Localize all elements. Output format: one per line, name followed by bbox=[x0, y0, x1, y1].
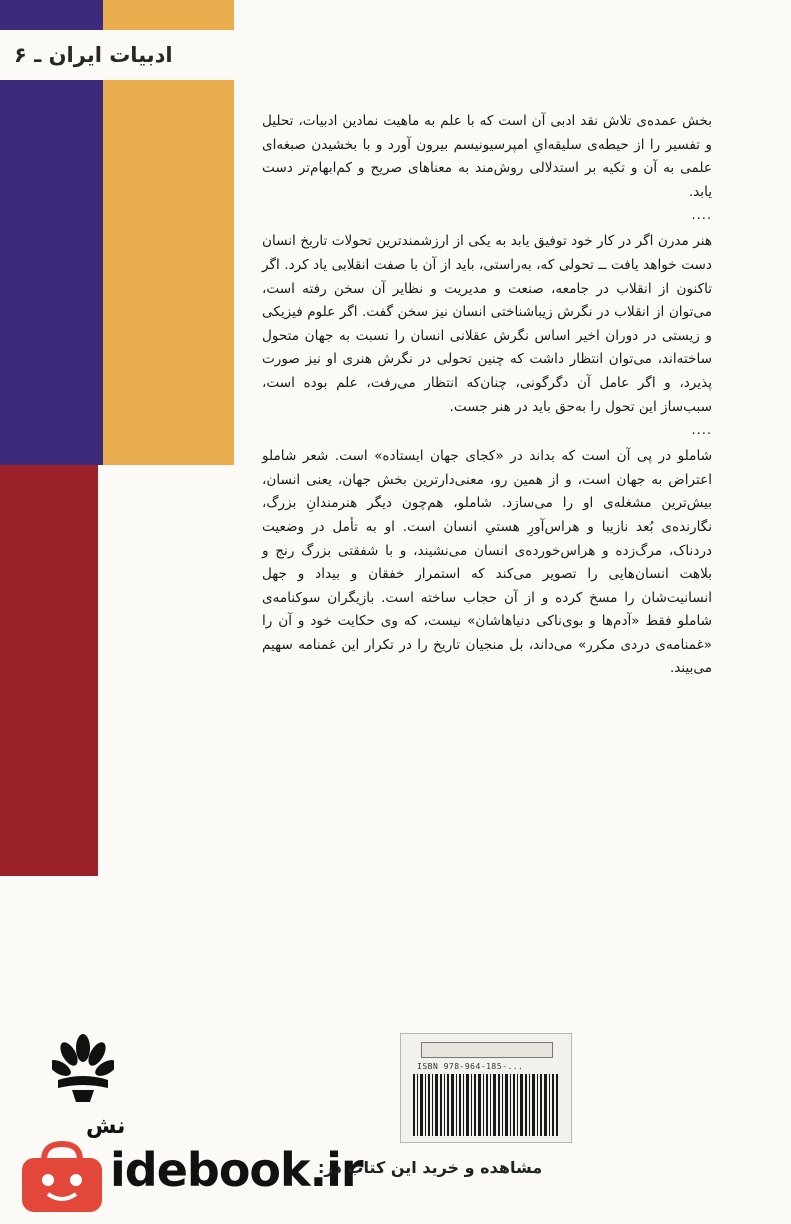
paragraph-separator: .... bbox=[691, 208, 712, 224]
purple-color-block bbox=[0, 80, 103, 465]
isbn-text: ISBN 978-964-185-... bbox=[417, 1062, 524, 1071]
shopping-bag-icon[interactable] bbox=[14, 1140, 110, 1216]
publisher-logo-icon bbox=[52, 1032, 114, 1106]
back-cover-text bbox=[262, 110, 712, 681]
watermark-caption: مشاهده و خرید این کتاب در: bbox=[318, 1158, 543, 1177]
series-title: ادبیات ایران ـ ۶ bbox=[14, 43, 173, 67]
paragraph-shamlou: شاملو در پی آن است که بداند در «کجای جهان ایستاده» است. شعر شاملو اعتراض به جهان است، و از همین رو، معنی‌دارترین بخش جهان، یعنی انسان، بیش‌ترین مشغله‌ی او را می‌سازد. شاملو، هم‌چون دیگر هنرمندانِ بزرگ، نگارنده‌ی بُعد نازیبا و هراس‌آورِ هستیِ انسان است. او به تأمل در وضعیت دردناک، مرگ‌زده و هراس‌خورده‌ی انسان می‌نشیند، و با شفقتی بزرگ رنج و بلاهت انسان‌هایی را تصویر می‌کند که استمرار خفقان و بیداد و جهل انسانیت‌شان را مسخ کرده و از آن حجاب ساخته است. بازیگران سوکنامه‌ی شاملو فقط «آدم‌ها و بوی‌ناکی دنیاهاشان» نیست، که وی حکایت خود و آن را «غمنامه‌ی دردی مکرر» می‌داند، بل منجیان تاریخ را در تکرار این غمنامه سهیم می‌بیند. bbox=[262, 448, 712, 677]
red-color-block bbox=[0, 465, 98, 876]
purple-color-block-top bbox=[0, 0, 103, 30]
barcode-icon bbox=[411, 1074, 561, 1136]
gold-color-block-top bbox=[103, 0, 234, 30]
barcode-sticker bbox=[400, 1033, 572, 1143]
publisher-name: نش bbox=[86, 1114, 126, 1139]
price-label bbox=[421, 1042, 553, 1058]
paragraph-criticism: بخش عمده‌ی تلاش نقد ادبی آن است که با علم به ماهیت نمادین ادبیات، تحلیل و تفسیر را از حیطه‌ی سلیقه‌ایِ امپرسیونیسم بیرون آورد و با بخشیدن صبغه‌ای علمی به آن و تکیه بر استدلالی روش‌مند به معناهای صریح و کم‌ابهام‌تر دست یابد. bbox=[262, 113, 712, 200]
watermark-brand-link[interactable]: idebook.ir bbox=[110, 1143, 363, 1197]
gold-color-block bbox=[103, 80, 234, 465]
paragraph-modern-art: هنر مدرن اگر در کار خود توفیق یابد به یکی از ارزشمندترین تحولات تاریخ انسان دست خواهد یافت ــ تحولی که، به‌راستی، باید از آن با صفت انقلابی یاد کرد. اگر تاکنون از انقلاب در جامعه، صنعت و مدیریت و نظایر آن سخن رفته است، می‌توان از انقلاب در نگرش زیباشناختی انسان نیز سخن گفت. اگر علوم فیزیکی و زیستی در دوران اخیر اساس نگرش عقلانی انسان را نسبت به جهان متحول ساخته‌اند، می‌توان انتظار داشت که چنین تحولی در نگرش هنری او نیز صورت پذیرد، و اگر عامل آن دگرگونی، چنان‌که انتظار می‌رفت، علم بوده است، سبب‌ساز این تحول را به‌حق باید در هنر جست. bbox=[262, 233, 712, 415]
paragraph-separator: .... bbox=[691, 423, 712, 439]
series-title-bar bbox=[0, 30, 234, 80]
